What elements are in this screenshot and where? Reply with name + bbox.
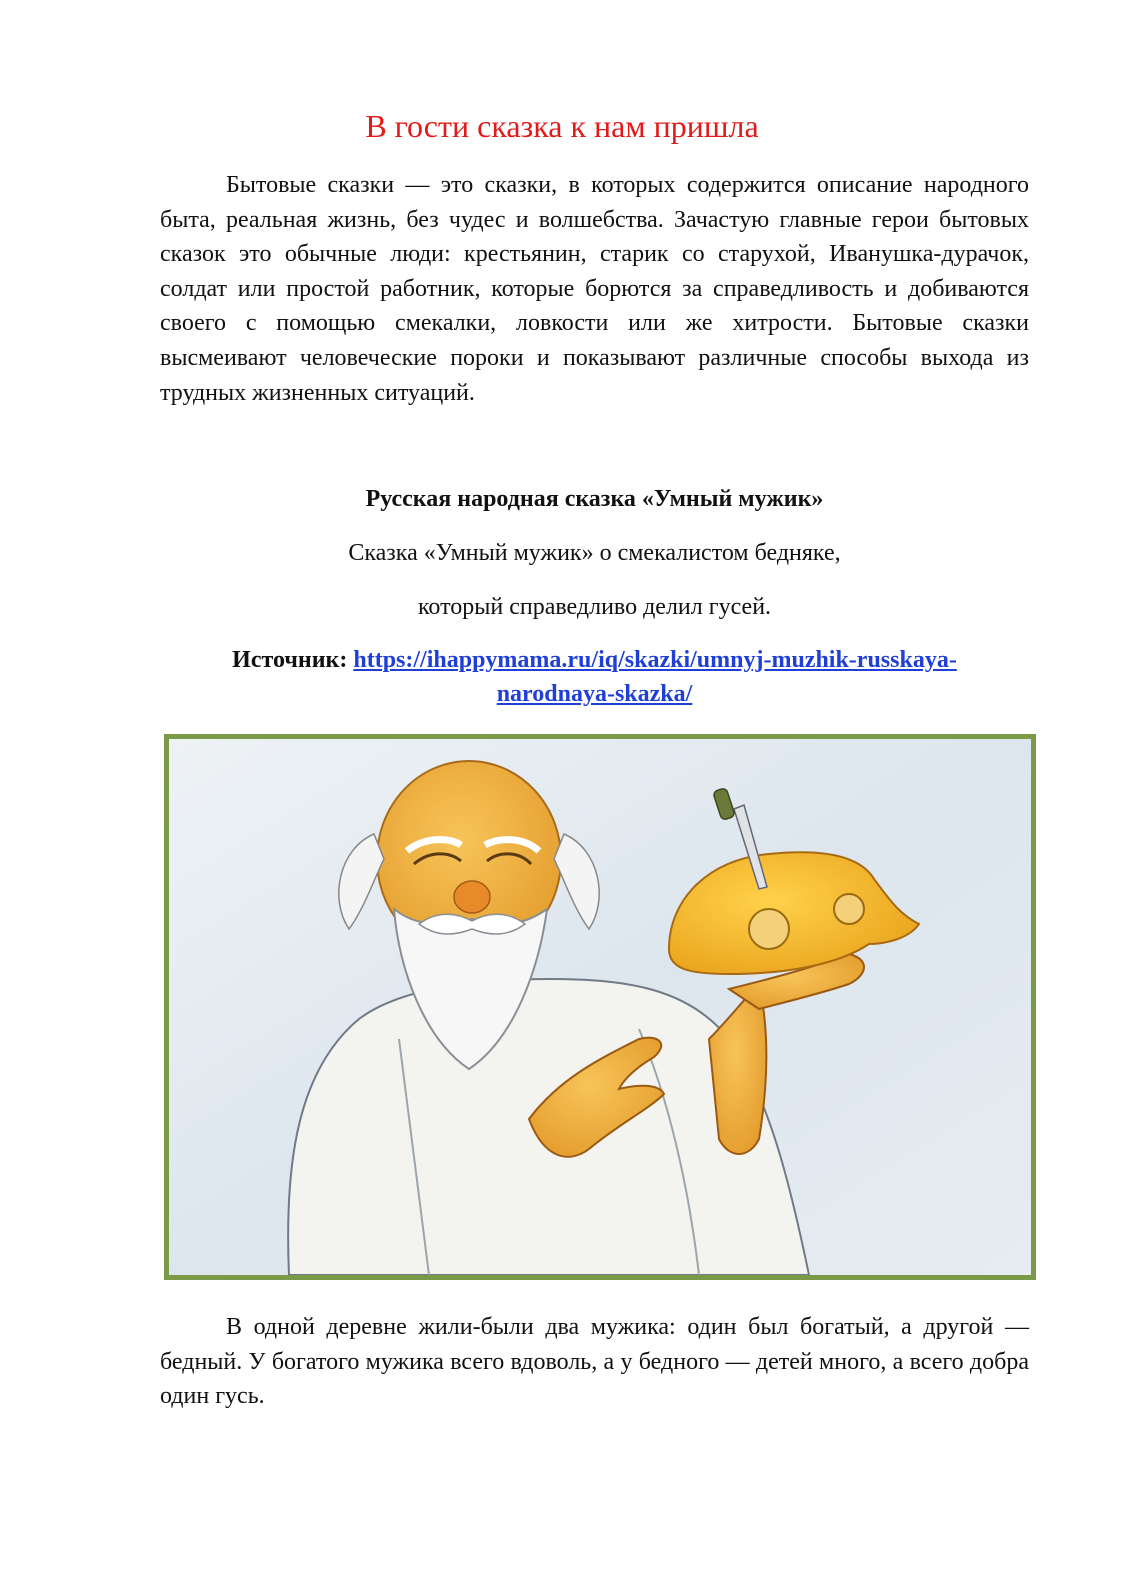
source-line: [160, 643, 1029, 711]
tale-description-line-1: Сказка «Умный мужик» о смекалистом бедняке,: [348, 540, 841, 566]
intro-paragraph: [160, 168, 1029, 410]
source-link[interactable]: [353, 647, 956, 707]
tale-description-line-2: который справедливо делил гусей.: [417, 594, 772, 620]
source-url-part-1: https://ihappymama.ru/iq/skazki/umnyj-muzhik-russkaya-: [353, 647, 957, 673]
tale-subtitle: Русская народная сказка «Умный мужик»: [365, 486, 824, 512]
source-label: Источник:: [232, 647, 348, 673]
source-url-part-2: narodnaya-skazka/: [496, 681, 693, 707]
intro-text: Бытовые сказки — это сказки, в которых содержится описание народного быта, реальная жизнь, без чудес и волшебства. Зачастую главные герои бытовых сказок это обычные люди: крестьянин, старик со старухой, Иванушка-дурачок, солдат или простой работник, которые борются за справедливость и добиваются своего с помощью смекалки, ловкости или же хитрости. Бытовые сказки высмеивают человеческие пороки и показывают различные способы выхода из трудных жизненных ситуаций.: [160, 172, 1029, 406]
page-title: В гости сказка к нам пришла: [365, 108, 759, 144]
story-text: В одной деревне жили-были два мужика: один был богатый, а другой — бедный. У богатого мужика всего вдоволь, а у бедного — детей много, а всего добра один гусь.: [160, 1314, 1029, 1410]
story-paragraph: [160, 1310, 1029, 1414]
old-man-with-goose-illustration: [169, 739, 1031, 1275]
tale-illustration: [164, 734, 1036, 1280]
